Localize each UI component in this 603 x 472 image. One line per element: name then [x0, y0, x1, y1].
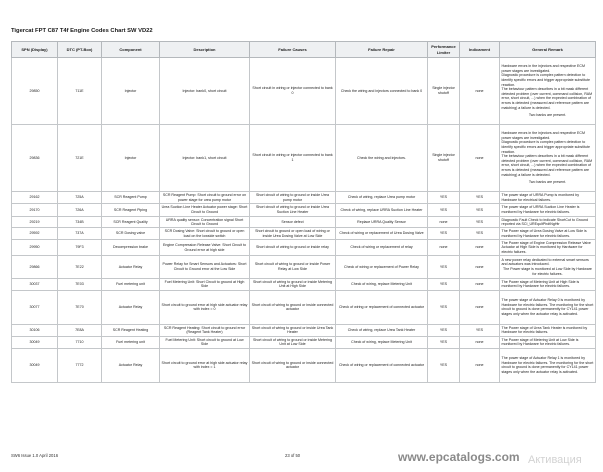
component-cell: Decompression brake [102, 240, 160, 256]
spn-cell: 30049 [12, 348, 58, 382]
indicament-cell: YES [460, 217, 500, 228]
indicament-cell: none [460, 278, 500, 290]
remark-paragraph: The power stage of URRA Pump is monitored by Hardware for electrical failures. [501, 192, 580, 202]
failure-repair-cell: Check of wiring, replace Urea Tank Heater [336, 324, 428, 336]
table-row [12, 192, 596, 204]
remark-paragraph: Hardware errors in the injectors and respective ECM power stages are investigated. [501, 64, 585, 73]
page-title: Tigercat FPT C87 T4f Engine Codes Chart SW VD22 [11, 28, 153, 34]
remark-paragraph: Two banks are present. [528, 180, 567, 185]
table-row [12, 336, 596, 348]
remark-paragraph: Diagnostic procedure is complex pattern detection to identify specific errors and trigger appropriate substitute reaction. [501, 140, 590, 154]
general-remark-cell [500, 240, 596, 256]
general-remark-cell [500, 192, 596, 204]
spn-cell: 29219 [12, 217, 58, 228]
failure-repair-cell: Check of wiring, replace URRA Suction Line Heater [336, 204, 428, 217]
column-header-description: Description [160, 42, 250, 58]
activation-watermark: Активация [528, 454, 582, 466]
performance-limiter-cell: Single injector shutoff [428, 58, 460, 125]
spn-cell: 29592 [12, 228, 58, 240]
general-remark-cell [500, 204, 596, 217]
failure-repair-cell: Check of wiring, replace Metering Unit [336, 336, 428, 348]
failure-repair-cell: Check the wiring and injectors. [336, 125, 428, 192]
remark-paragraph: The Power stage of Metering Unit at High Side is monitored by Hardware for electric failures. [501, 279, 580, 289]
dtc-cell: 7E8A [58, 324, 102, 336]
general-remark-cell [500, 125, 596, 192]
component-cell: SCR Reagent Heating [102, 324, 160, 336]
description-cell: SCR Reagent Pump: Short circuit to ground error on power stage for urea pump motor [160, 192, 250, 204]
description-cell: URRA quality sensor: Concentration signal Short Circuit to Ground [160, 217, 250, 228]
remark-paragraph: The behaviour pattern describes in a bit mask different detected problem (over current, command collision, RAM error, short circuit, ...) when the expected combination of errors is detected (measured and reference pattern are matching) a failure is detected. [501, 87, 593, 110]
general-remark-cell [500, 255, 596, 278]
general-remark-cell [500, 348, 596, 382]
failure-causes-cell: Short circuit of wiring to ground or inside Urea Tank Heater [250, 324, 336, 336]
remark-paragraph: The power stage of URRA Suction Line Heater is monitored by Hardware for electric failures. [501, 205, 580, 214]
indicament-cell: YES [460, 228, 500, 240]
remark-paragraph: A new power relay dedicated to external smart sensors and actuators was introduced. [501, 257, 589, 267]
general-remark-cell [500, 324, 596, 336]
performance-limiter-cell: YES [428, 290, 460, 324]
failure-causes-cell: Short circuit in wiring or injector connected to bank 1 [250, 125, 336, 192]
table-row [12, 217, 596, 228]
remark-paragraph: Diagnostic Fault Check to indicate ShortCut to Ground reported via SCI_UREqultPhdtNgHtr [501, 217, 588, 227]
spn-cell: 29866 [12, 255, 58, 278]
remark-paragraph: The behaviour pattern describes in a bit mask different detected problem (over current, command collision, RAM error, short circuit, ...) when the expected combination of errors is detected (measured and reference pattern are matching) a failure is detected. [501, 154, 593, 177]
site-watermark: www.epcatalogs.com [398, 450, 520, 464]
spn-cell: 30049 [12, 336, 58, 348]
description-cell: SCR Dosing Valve: Short circuit to ground or open load on the lowside switch [160, 228, 250, 240]
indicament-cell: YES [460, 324, 500, 336]
description-cell: Injector: bank0, short circuit [160, 58, 250, 125]
footer-issue: SW6 Issue 1.0 April 2016 [11, 453, 59, 458]
indicament-cell: none [460, 336, 500, 348]
table-row [12, 228, 596, 240]
general-remark-cell [500, 217, 596, 228]
table-row [12, 278, 596, 290]
indicament-cell: none [460, 240, 500, 256]
remark-paragraph: The Power stage of Engine Compression Release Valve Actuator at High Side is monitored by Hardware for electric failures. [501, 240, 591, 254]
spn-cell: 29850 [12, 58, 58, 125]
performance-limiter-cell: YES [428, 192, 460, 204]
remark-paragraph: The Power stage of Urea Dosing Valve at Low Side is monitored by Hardware for electric failures. [501, 229, 587, 238]
failure-repair-cell: Check of wiring or replacement of connected actuator [336, 290, 428, 324]
remark-paragraph: Two banks are present. [528, 113, 567, 118]
dtc-cell: 726A [58, 204, 102, 217]
failure-repair-cell: Check the wiring and injectors connected to bank 0 [336, 58, 428, 125]
failure-repair-cell: Replace URRA Quality Sensor [336, 217, 428, 228]
performance-limiter-cell: YES [428, 278, 460, 290]
description-cell: Power Relay for Smart Sensors and Actuators: Short Circuit to Ground error at the Low Side [160, 255, 250, 278]
indicament-cell: none [460, 58, 500, 125]
column-header-failure-repair: Failure Repair [336, 42, 428, 58]
table-header-row [12, 42, 596, 58]
failure-causes-cell: Short circuit of wiring to ground or inside connected actuator [250, 348, 336, 382]
general-remark-cell [500, 58, 596, 125]
column-header-general-remark: General Remark [500, 42, 596, 58]
description-cell: Urea Suction Line Heater Actuator power stage: Short Circuit to Ground [160, 204, 250, 217]
column-header-component: Component [102, 42, 160, 58]
dtc-cell: 721E [58, 125, 102, 192]
description-cell: Short circuit to ground error at high side actuator relay with index = 0 [160, 290, 250, 324]
failure-causes-cell: Short circuit of wiring to ground or inside relay [250, 240, 336, 256]
component-cell: SCR Dosing valve [102, 228, 160, 240]
failure-causes-cell: Short circuit to ground or open load of wiring or inside Urea Dosing Valve at Low Side [250, 228, 336, 240]
spn-cell: 29836 [12, 125, 58, 192]
indicament-cell: none [460, 125, 500, 192]
table-row [12, 290, 596, 324]
spn-cell: 29950 [12, 240, 58, 256]
dtc-cell: 7E22 [58, 255, 102, 278]
failure-causes-cell: Short circuit of wiring to ground or inside connected actuator [250, 290, 336, 324]
performance-limiter-cell: YES [428, 204, 460, 217]
remark-paragraph: Hardware errors in the injectors and respective ECM power stages are investigated. [501, 131, 585, 140]
spn-cell: 30077 [12, 290, 58, 324]
general-remark-cell [500, 290, 596, 324]
dtc-cell: 7710 [58, 336, 102, 348]
column-header-failure-causes: Failure Causes [250, 42, 336, 58]
component-cell: Fuel metering unit [102, 336, 160, 348]
dtc-cell: 7E70 [58, 290, 102, 324]
performance-limiter-cell: YES [428, 255, 460, 278]
component-cell: Actuator Relay [102, 348, 160, 382]
component-cell: SCR Reagent Pump [102, 192, 160, 204]
table-row [12, 324, 596, 336]
component-cell: Actuator Relay [102, 290, 160, 324]
spn-cell: 29162 [12, 192, 58, 204]
failure-causes-cell: Short circuit of wiring to ground or inside Metering Unit at Low Side [250, 336, 336, 348]
indicament-cell: YES [460, 204, 500, 217]
failure-causes-cell: Short circuit of wiring to ground or inside Urea Suction Line Heater [250, 204, 336, 217]
failure-causes-cell: Short circuit in wiring or injector connected to bank 0 [250, 58, 336, 125]
failure-repair-cell: Check of wiring or replacement of Power Relay [336, 255, 428, 278]
failure-causes-cell: Short circuit of wiring to ground or inside Power Relay at Low Side [250, 255, 336, 278]
spn-cell: 30106 [12, 324, 58, 336]
indicament-cell: YES [460, 192, 500, 204]
table-row [12, 204, 596, 217]
component-cell: Actuator Relay [102, 255, 160, 278]
general-remark-cell [500, 336, 596, 348]
table-row [12, 240, 596, 256]
component-cell: SCR Reagent Quality [102, 217, 160, 228]
failure-repair-cell: Check of wiring or replacement of relay [336, 240, 428, 256]
indicament-cell: none [460, 348, 500, 382]
dtc-cell: 79F3 [58, 240, 102, 256]
general-remark-cell [500, 278, 596, 290]
remark-paragraph: The power stage of Actuator Relay 0 is monitored by Hardware for electric failures. The monitoring for the short circuit to ground is done permanently for CY141 power stages only when the actuator relay is activated. [501, 298, 594, 317]
remark-paragraph: Diagnostic procedure is complex pattern detection to identify specific errors and trigger appropriate substitute reaction. [501, 73, 590, 87]
dtc-cell: 7772 [58, 348, 102, 382]
table-row [12, 58, 596, 125]
spn-cell: 30037 [12, 278, 58, 290]
performance-limiter-cell: Single injector shutoff [428, 125, 460, 192]
performance-limiter-cell: none [428, 217, 460, 228]
table-row [12, 255, 596, 278]
failure-repair-cell: Check of wiring or replacement of connected actuator [336, 348, 428, 382]
remark-paragraph: The Power stage of Urea Tank Heater is monitored by Hardware for electric failures. [501, 325, 588, 335]
component-cell: Fuel metering unit [102, 278, 160, 290]
table-row [12, 125, 596, 192]
remark-paragraph: The Power stage of Metering Unit at Low Side is monitored by Hardware for electric failures. [501, 337, 579, 347]
description-cell: Engine Compression Release Valve: Short Circuit to Ground error at high side [160, 240, 250, 256]
dtc-cell: 725A [58, 192, 102, 204]
description-cell: SCR Reagent Heating: Short circuit to ground error (Reagent Tank Heater) [160, 324, 250, 336]
failure-repair-cell: Check of wiring or replacement of Urea Dosing Valve [336, 228, 428, 240]
dtc-cell: 734B [58, 217, 102, 228]
failure-causes-cell: Short circuit of wiring to ground or inside Urea pump motor [250, 192, 336, 204]
description-cell: Short circuit to ground error at high side actuator relay with index = 1 [160, 348, 250, 382]
performance-limiter-cell: YES [428, 228, 460, 240]
table-row [12, 348, 596, 382]
spn-cell: 29170 [12, 204, 58, 217]
dtc-cell: 711E [58, 58, 102, 125]
column-header-spn: SPN (Display) [12, 42, 58, 58]
performance-limiter-cell: YES [428, 324, 460, 336]
remark-paragraph: The power stage of Actuator Relay 1 is monitored by Hardware for electric failures. The monitoring for the short circuit to ground is done permanently for CY141 power stages only when the actuator relay is activated. [501, 356, 594, 375]
general-remark-cell [500, 228, 596, 240]
failure-repair-cell: Check of wiring, replace Metering Unit [336, 278, 428, 290]
table-body [12, 58, 596, 383]
column-header-indicament: Indicament [460, 42, 500, 58]
dtc-cell: 7E03 [58, 278, 102, 290]
description-cell: Fuel Metering Unit: Short circuit to ground at Low Side [160, 336, 250, 348]
failure-repair-cell: Check of wiring, replace Urea pump motor [336, 192, 428, 204]
indicament-cell: none [460, 290, 500, 324]
component-cell: SCR Reagent Piping [102, 204, 160, 217]
column-header-dtc: DTC (PT-Box) [58, 42, 102, 58]
performance-limiter-cell: YES [428, 348, 460, 382]
failure-causes-cell: Sensor defect [250, 217, 336, 228]
description-cell: Injector: bank1, short circuit [160, 125, 250, 192]
component-cell: Injector [102, 125, 160, 192]
dtc-cell: 737A [58, 228, 102, 240]
description-cell: Fuel Metering Unit: Short Circuit to ground at High Side [160, 278, 250, 290]
remark-paragraph: The Power stage is monitored at Low Side by Hardware for electric failures. [503, 266, 592, 276]
performance-limiter-cell: none [428, 240, 460, 256]
column-header-performance-limiter: Performance Limiter [428, 42, 460, 58]
component-cell: Injector [102, 58, 160, 125]
indicament-cell: none [460, 255, 500, 278]
performance-limiter-cell: YES [428, 336, 460, 348]
engine-codes-table [11, 41, 596, 383]
footer-page-number: 23 of 50 [285, 453, 301, 458]
failure-causes-cell: Short circuit of wiring to ground or inside Metering Unit at High Side [250, 278, 336, 290]
